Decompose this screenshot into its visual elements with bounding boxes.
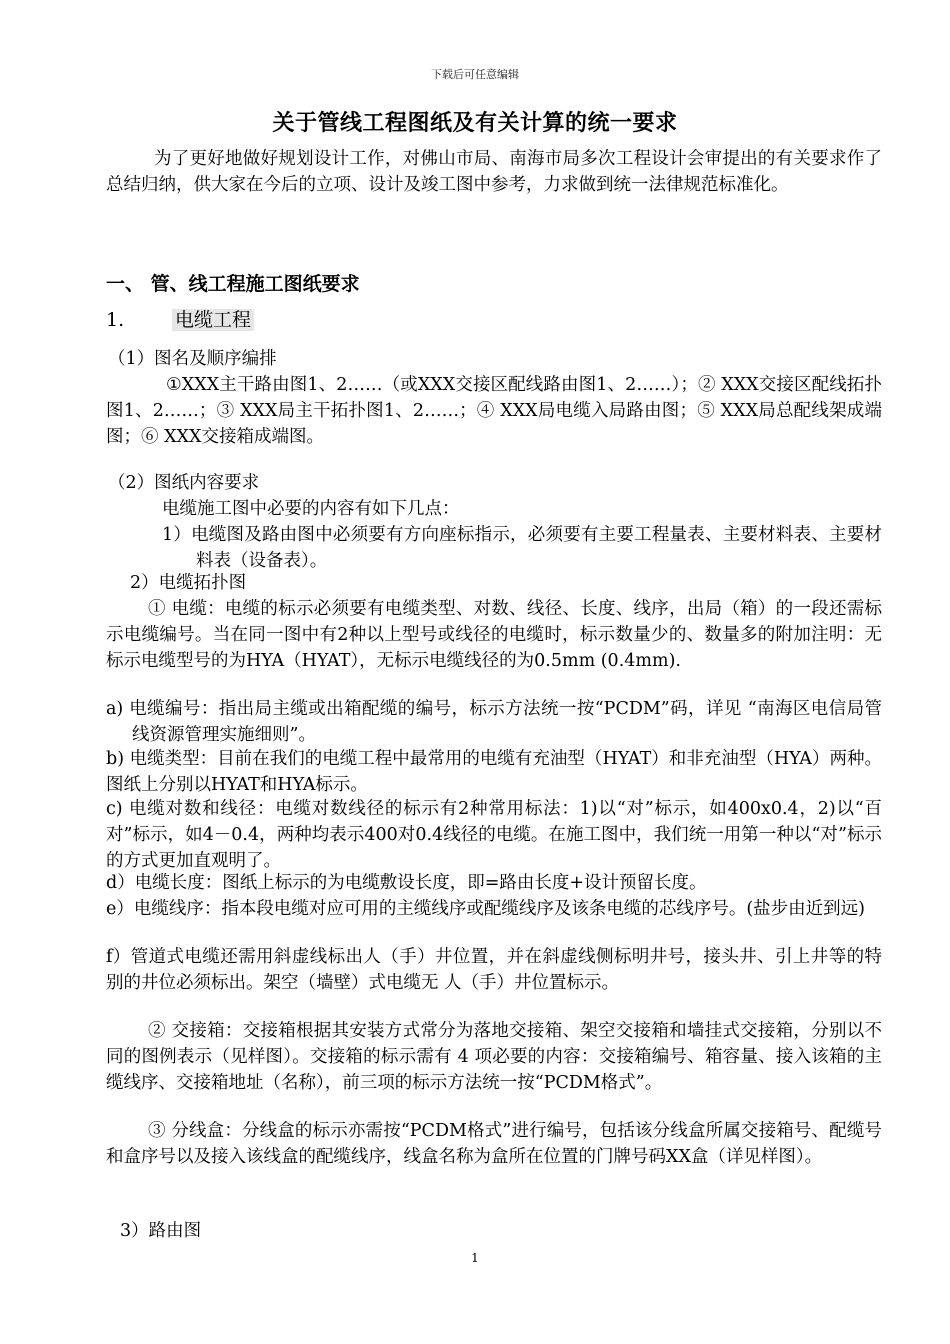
cable-sequence-paragraph: e）电缆线序：指本段电缆对应可用的主缆线序或配缆线序及该条电缆的芯线序号。(盐步由近到远)	[106, 899, 866, 919]
part2-lead: 电缆施工图中必要的内容有如下几点：	[162, 499, 460, 519]
route-map-heading: 3）路由图	[120, 1221, 202, 1241]
cross-box-paragraph: ② 交接箱：交接箱根据其安装方式常分为落地交接箱、架空交接箱和墙挂式交接箱，分别以不同的图例表示（见样图）。交接箱的标示需有 4 项必要的内容：交接箱编号、箱容量、接入该箱的主缆线序、交接箱地址（名称），前三项的标示方法统一按“PCDM格式”。	[106, 1021, 882, 1093]
cable-code-text: a) 电缆编号：指出局主缆或出箱配缆的编号，标示方法统一按“PCDM”码，详见 “南海区电信局管线资源管理实施细则”。	[106, 699, 882, 745]
part2-item2-heading: 2）电缆拓扑图	[130, 573, 247, 593]
cable-paragraph: ① 电缆：电缆的标示必须要有电缆类型、对数、线径、长度、线序，出局（箱）的一段还需标示电缆编号。当在同一图中有2种以上型号或线径的电缆时，标示数量少的、数量多的附加注明：无标示电缆型号的为HYA（HYAT），无标示电缆线径的为0.5mm (0.4mm).	[106, 599, 882, 671]
part1-heading: （1）图名及顺序编排	[108, 349, 277, 369]
cable-type-paragraph: b) 电缆类型：目前在我们的电缆工程中最常用的电缆有充油型（HYAT）和非充油型（HYA）两种。图纸上分别以HYAT和HYA标示。	[106, 749, 882, 795]
part1-text: ①XXX主干路由图1、2……（或XXX交接区配线路由图1、2……）；② XXX交接区配线拓扑图1、2……；③ XXX局主干拓扑图1、2……；④ XXX局电缆入局路由图；⑤ XXX局总配线架成端图；⑥ XXX交接箱成端图。	[106, 375, 882, 447]
page-header: 下载后可任意编辑	[431, 68, 519, 81]
part2-heading: （2）图纸内容要求	[108, 473, 260, 493]
distribution-box-paragraph: ③ 分线盒：分线盒的标示亦需按“PCDM格式”进行编号，包括该分线盒所属交接箱号、配缆号和盒序号以及接入该线盒的配缆线序，线盒名称为盒所在位置的门牌号码XX盒（详见样图）。	[106, 1121, 882, 1167]
subsection-title: 电缆工程	[172, 309, 254, 331]
manhole-paragraph: f）管道式电缆还需用斜虚线标出人（手）井位置，并在斜虚线侧标明井号，接头井、引上井等的特别的井位必须标出。架空（墙壁）式电缆无 人（手）井位置标示。	[106, 947, 882, 993]
intro-paragraph: 为了更好地做好规划设计工作，对佛山市局、南海市局多次工程设计会审提出的有关要求作了总结归纳，供大家在今后的立项、设计及竣工图中参考，力求做到统一法律规范标准化。	[106, 149, 882, 195]
document-title: 关于管线工程图纸及有关计算的统一要求	[272, 110, 678, 136]
cable-length-paragraph: d）电缆长度：图纸上标示的为电缆敷设长度，即=路由长度+设计预留长度。	[106, 873, 707, 893]
subsection-number: 1.	[106, 309, 125, 331]
page-number: 1	[471, 1251, 479, 1265]
cable-code-paragraph	[106, 696, 882, 748]
section-heading: 一、 管、线工程施工图纸要求	[106, 273, 360, 295]
part2-item1: 1）电缆图及路由图中必须要有方向座标指示，必须要有主要工程量表、主要材料表、主要材料表（设备表）。	[162, 525, 882, 571]
cable-pairs-paragraph: c) 电缆对数和线径：电缆对数线径的标示有2种常用标法：1)以“对”标示，如400x0.4，2)以“百对”标示，如4－0.4，两种均表示400对0.4线径的电缆。在施工图中，我们统一用第一种以“对”标示的方式更加直观明了。	[106, 799, 882, 871]
subsection-heading	[106, 307, 882, 333]
